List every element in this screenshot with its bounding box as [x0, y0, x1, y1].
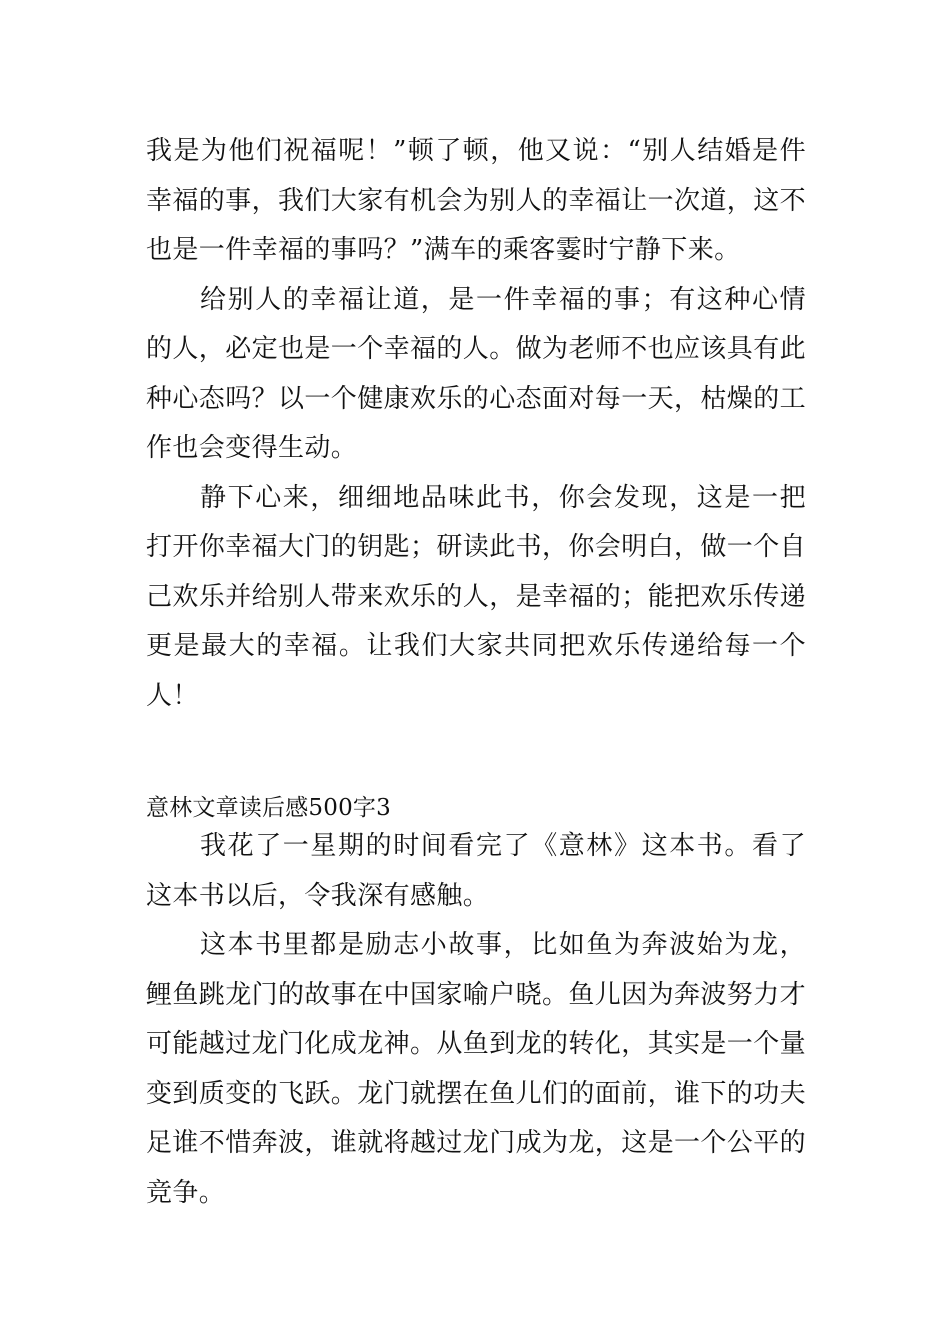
paragraph: 我花了一星期的时间看完了《意林》这本书。看了这本书以后，令我深有感触。	[146, 831, 806, 911]
paragraph: 静下心来，细细地品味此书，你会发现，这是一把打开你幸福大门的钥匙；研读此书，你会明白，做一个自己欢乐并给别人带来欢乐的人，是幸福的；能把欢乐传递更是最大的幸福。让我们大家共同把欢乐传递给每一个人！	[146, 482, 807, 711]
paragraph: 这本书里都是励志小故事，比如鱼为奔波始为龙，鲤鱼跳龙门的故事在中国家喻户晓。鱼儿因为奔波努力才可能越过龙门化成龙神。从鱼到龙的转化，其实是一个量变到质变的飞跃。龙门就摆在鱼儿们的面前，谁下的功夫足谁不惜奔波，谁就将越过龙门成为龙，这是一个公平的竞争。	[146, 930, 807, 1208]
top-section	[146, 127, 806, 721]
paragraph: 给别人的幸福让道，是一件幸福的事；有这种心情的人，必定也是一个幸福的人。做为老师不也应该具有此种心态吗？以一个健康欢乐的心态面对每一天，枯燥的工作也会变得生动。	[146, 284, 807, 463]
article-body	[146, 822, 806, 1218]
section-heading: 意林文章读后感500字3	[146, 795, 391, 821]
paragraph-continued: 我是为他们祝福呢！”顿了顿，他又说：“别人结婚是件幸福的事，我们大家有机会为别人的幸福让一次道，这不也是一件幸福的事吗？”满车的乘客霎时宁静下来。	[146, 136, 807, 265]
